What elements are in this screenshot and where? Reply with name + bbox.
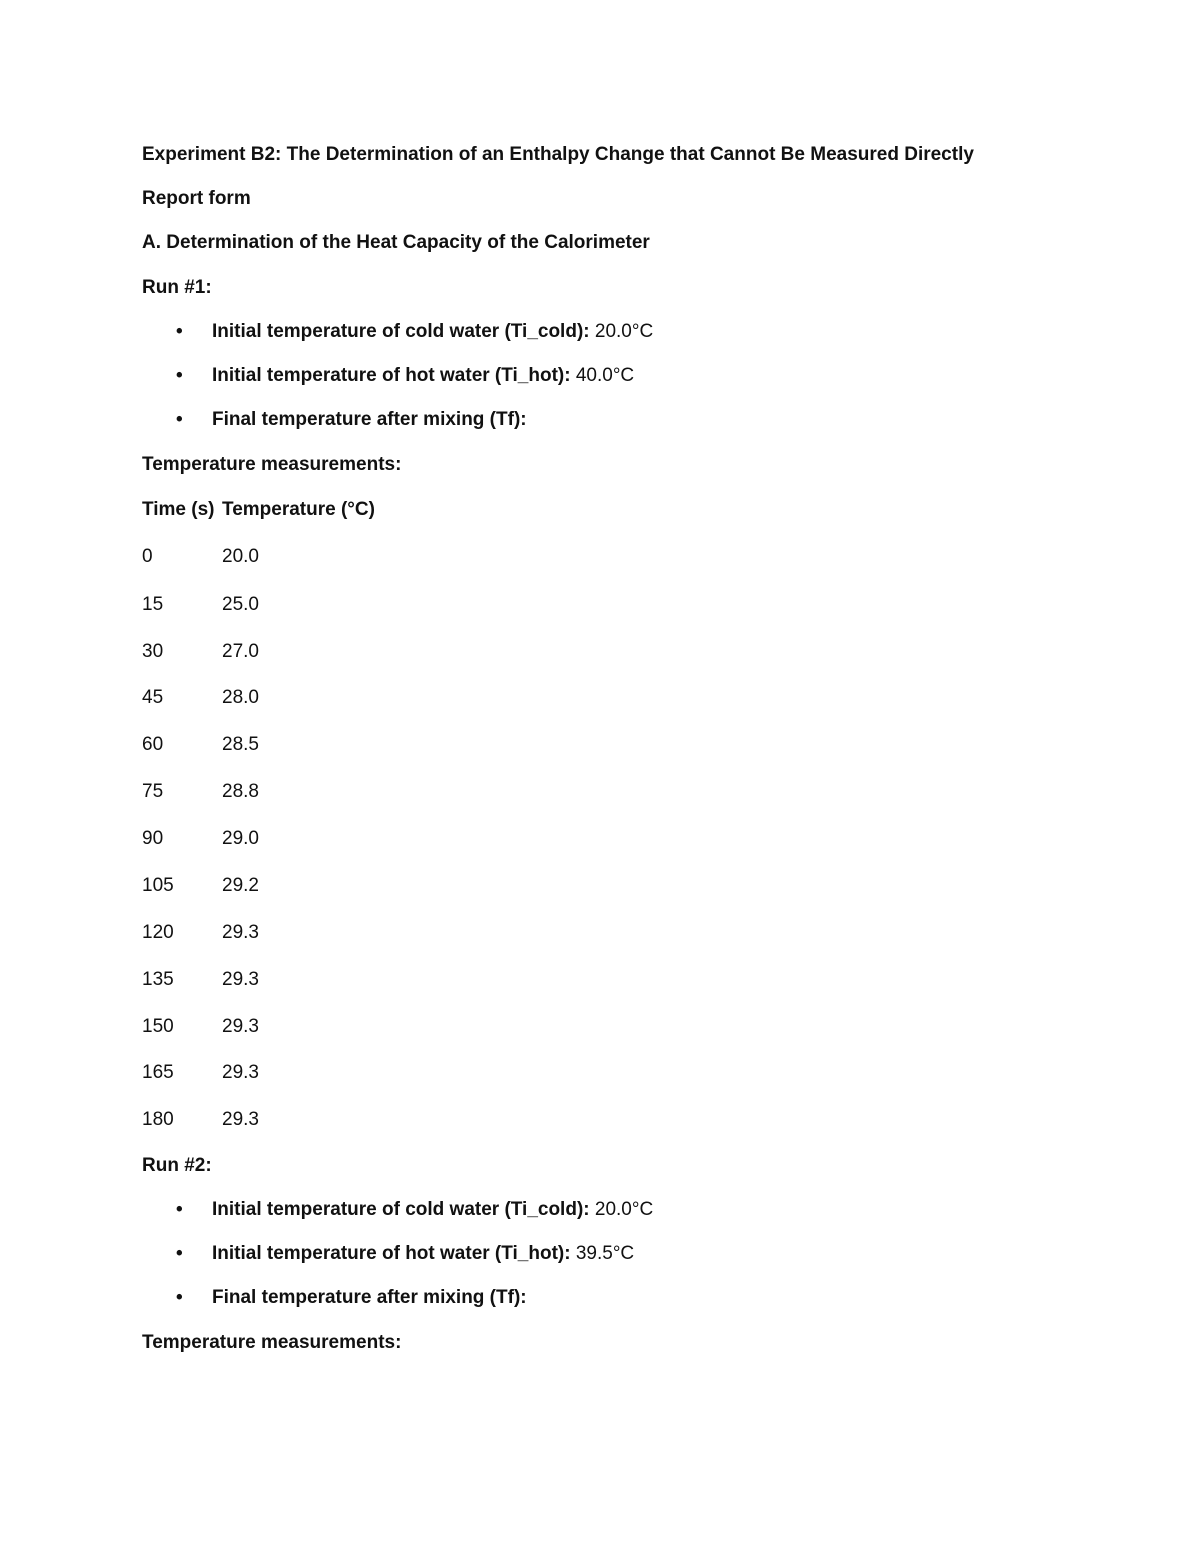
- cell-time: 180: [142, 1109, 174, 1130]
- run2-measurements-label: Temperature measurements:: [142, 1332, 402, 1353]
- item-value: 40.0°C: [575, 365, 635, 386]
- bullet-icon: •: [176, 409, 183, 430]
- item-label: Initial temperature of hot water (Ti_hot):: [212, 365, 571, 386]
- cell-time: 120: [142, 922, 174, 943]
- cell-time: 150: [142, 1016, 174, 1037]
- table-header-time: Time (s): [142, 499, 215, 520]
- run2-item-cold: [212, 1198, 653, 1222]
- run1-measurements-label: Temperature measurements:: [142, 454, 402, 475]
- cell-time: 135: [142, 969, 174, 990]
- item-value: 20.0°C: [594, 321, 654, 342]
- cell-temperature: 28.5: [222, 734, 259, 755]
- run2-item-final: [212, 1286, 527, 1310]
- run2-label: Run #2:: [142, 1155, 212, 1176]
- item-label: Initial temperature of hot water (Ti_hot):: [212, 1243, 571, 1264]
- document-title: Experiment B2: The Determination of an Enthalpy Change that Cannot Be Measured Directly: [142, 144, 974, 165]
- cell-temperature: 29.2: [222, 875, 259, 896]
- bullet-icon: •: [176, 321, 183, 342]
- cell-time: 15: [142, 594, 164, 615]
- cell-temperature: 29.0: [222, 828, 259, 849]
- cell-time: 105: [142, 875, 174, 896]
- cell-temperature: 29.3: [222, 922, 259, 943]
- cell-temperature: 25.0: [222, 594, 259, 615]
- cell-temperature: 28.8: [222, 781, 259, 802]
- cell-time: 75: [142, 781, 164, 802]
- run1-label: Run #1:: [142, 277, 212, 298]
- cell-temperature: 29.3: [222, 1016, 259, 1037]
- bullet-icon: •: [176, 1199, 183, 1220]
- item-label: Initial temperature of cold water (Ti_cold):: [212, 1199, 590, 1220]
- item-label: Final temperature after mixing (Tf):: [212, 409, 527, 430]
- bullet-icon: •: [176, 365, 183, 386]
- cell-temperature: 28.0: [222, 687, 259, 708]
- cell-temperature: 29.3: [222, 969, 259, 990]
- bullet-icon: •: [176, 1287, 183, 1308]
- cell-time: 45: [142, 687, 164, 708]
- item-value: 20.0°C: [594, 1199, 654, 1220]
- document-subtitle: Report form: [142, 188, 251, 209]
- run2-item-hot: [212, 1242, 634, 1266]
- cell-time: 0: [142, 546, 153, 567]
- item-label: Final temperature after mixing (Tf):: [212, 1287, 527, 1308]
- cell-temperature: 29.3: [222, 1109, 259, 1130]
- run1-item-final: [212, 408, 527, 432]
- item-value: 39.5°C: [575, 1243, 635, 1264]
- cell-time: 90: [142, 828, 164, 849]
- run1-item-hot: [212, 364, 634, 388]
- cell-time: 165: [142, 1062, 174, 1083]
- run1-item-cold: [212, 320, 653, 344]
- bullet-icon: •: [176, 1243, 183, 1264]
- section-a-heading: A. Determination of the Heat Capacity of the Calorimeter: [142, 232, 650, 253]
- cell-temperature: 27.0: [222, 641, 259, 662]
- table-header-temperature: Temperature (°C): [222, 499, 375, 520]
- cell-temperature: 29.3: [222, 1062, 259, 1083]
- cell-time: 60: [142, 734, 164, 755]
- cell-time: 30: [142, 641, 164, 662]
- item-label: Initial temperature of cold water (Ti_cold):: [212, 321, 590, 342]
- cell-temperature: 20.0: [222, 546, 259, 567]
